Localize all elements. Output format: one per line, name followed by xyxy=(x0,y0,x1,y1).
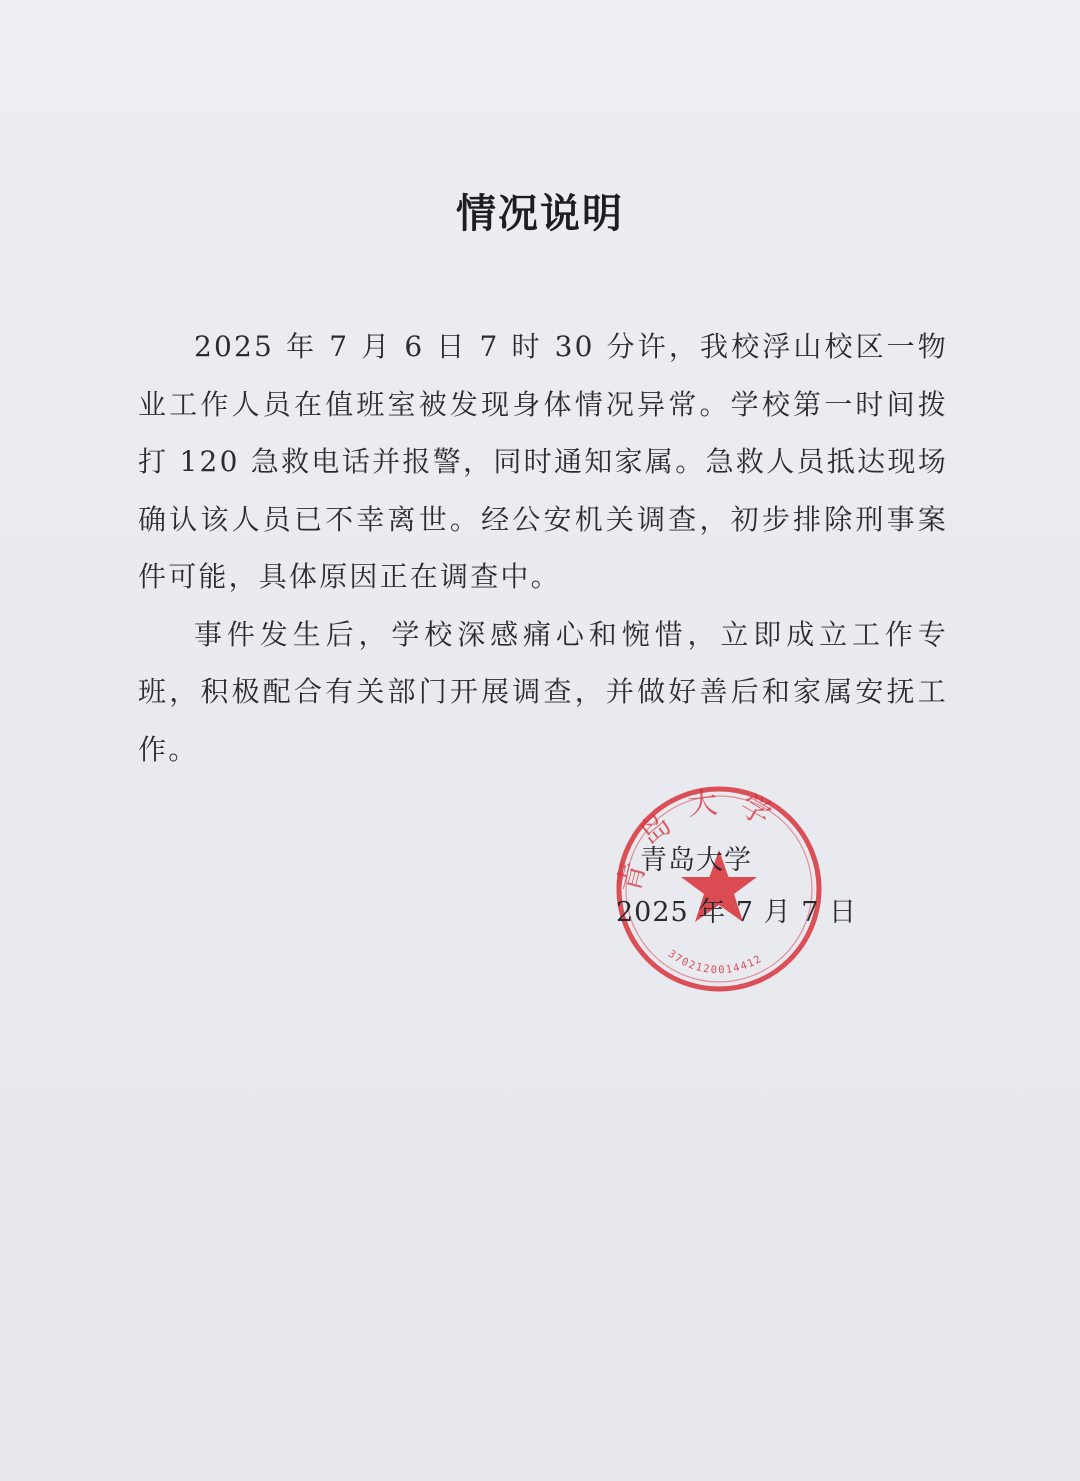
document-title: 情况说明 xyxy=(456,190,624,237)
paragraph-1: 2025 年 7 月 6 日 7 时 30 分许，我校浮山校区一物业工作人员在值班室被发现身体情况异常。学校第一时间拨打 120 急救电话并报警，同时通知家属。急救人员抵达现场确认该人员已不幸离世。经公安机关调查，初步排除刑事案件可能，具体原因正在调查中。 xyxy=(138,330,948,593)
seal-code-path: 3702120014412 xyxy=(665,947,765,977)
paragraph-2: 事件发生后，学校深感痛心和惋惜，立即成立工作专班，积极配合有关部门开展调查，并做好善后和家属安抚工作。 xyxy=(138,617,948,766)
seal-org-path: 青岛大学 xyxy=(612,783,793,897)
seal-code-text xyxy=(666,948,765,976)
document-body xyxy=(138,318,948,778)
signature-organization: 青岛大学 xyxy=(640,845,752,876)
signature-date: 2025 年 7 月 7 日 xyxy=(616,897,857,928)
